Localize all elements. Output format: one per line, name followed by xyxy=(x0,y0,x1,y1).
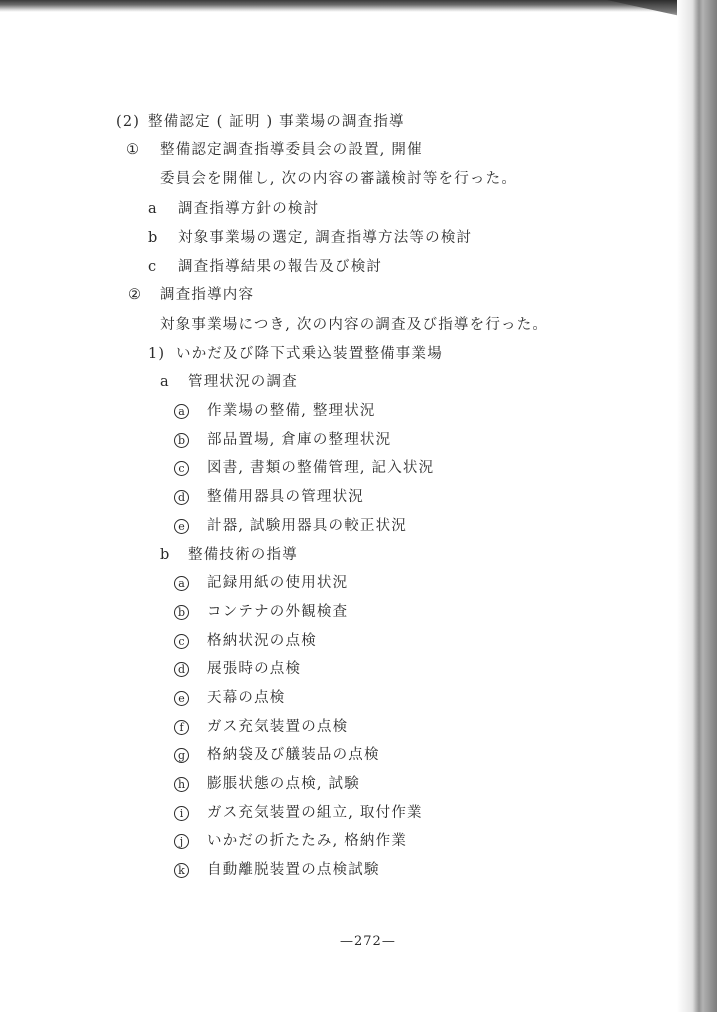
circled-marker: h xyxy=(174,777,189,792)
circled-marker: j xyxy=(174,834,189,849)
circled-marker: i xyxy=(174,806,189,821)
circled-marker: c xyxy=(174,634,189,649)
circled-marker: f xyxy=(174,720,189,735)
circled-marker: g xyxy=(174,748,189,763)
list-item: d 整備用器具の管理状況 xyxy=(174,488,364,506)
item-2-text: 調査指導内容 xyxy=(160,287,255,303)
circled-marker: b xyxy=(174,433,189,448)
list-item: b コンテナの外観検査 xyxy=(174,603,348,621)
list-item: b 対象事業場の選定, 調査指導方法等の検討 xyxy=(148,230,473,246)
item-1-text: 整備認定調査指導委員会の設置, 開催 xyxy=(160,142,423,158)
item-2-marker: ② xyxy=(128,287,143,303)
list-item: b 部品置場, 倉庫の整理状況 xyxy=(174,431,391,449)
list-item: c 格納状況の点検 xyxy=(174,632,317,650)
circled-marker: d xyxy=(174,490,189,505)
list-item: k 自動離脱装置の点検試験 xyxy=(174,861,380,879)
section-heading-marker: (2) xyxy=(116,114,141,130)
item-2 xyxy=(128,286,254,304)
group-b-heading: b 整備技術の指導 xyxy=(160,547,298,563)
item-1-marker: ① xyxy=(126,142,141,158)
list-item: c 調査指導結果の報告及び検討 xyxy=(148,259,383,275)
circled-marker: c xyxy=(174,461,189,476)
list-item: a 記録用紙の使用状況 xyxy=(174,574,348,592)
circled-marker: e xyxy=(174,691,189,706)
circled-marker: a xyxy=(174,576,189,591)
circled-marker: e xyxy=(174,519,189,534)
circled-marker: a xyxy=(174,404,189,419)
section-heading xyxy=(116,113,405,131)
list-item: e 計器, 試験用器具の較正状況 xyxy=(174,517,407,535)
list-item: g 格納袋及び艤装品の点検 xyxy=(174,746,380,764)
circled-marker: d xyxy=(174,662,189,677)
item-2-description: 対象事業場につき, 次の内容の調査及び指導を行った。 xyxy=(160,317,549,333)
list-item: j いかだの折たたみ, 格納作業 xyxy=(174,832,407,850)
list-item: f ガス充気装置の点検 xyxy=(174,718,348,736)
circled-marker: k xyxy=(174,863,189,878)
circled-marker: b xyxy=(174,605,189,620)
list-item: d 展張時の点検 xyxy=(174,660,301,678)
item-1-description: 委員会を開催し, 次の内容の審議検討等を行った。 xyxy=(160,171,518,187)
list-item: e 天幕の点検 xyxy=(174,689,286,707)
list-item: a 調査指導方針の検討 xyxy=(148,201,320,217)
list-item: h 膨脹状態の点検, 試験 xyxy=(174,775,360,793)
list-item: i ガス充気装置の組立, 取付作業 xyxy=(174,804,423,822)
item-1 xyxy=(126,141,423,159)
page-number: —272— xyxy=(340,934,396,949)
list-item: c 図書, 書類の整備管理, 記入状況 xyxy=(174,459,434,477)
section-heading-text: 整備認定 ( 証明 ) 事業場の調査指導 xyxy=(148,114,405,130)
list-item: a 作業場の整備, 整理状況 xyxy=(174,402,376,420)
scan-top-shadow xyxy=(0,0,717,12)
group-a-heading: a 管理状況の調査 xyxy=(160,374,298,390)
book-spine-shadow xyxy=(677,0,717,1012)
subsection-1: 1) いかだ及び降下式乗込装置整備事業場 xyxy=(148,346,443,362)
